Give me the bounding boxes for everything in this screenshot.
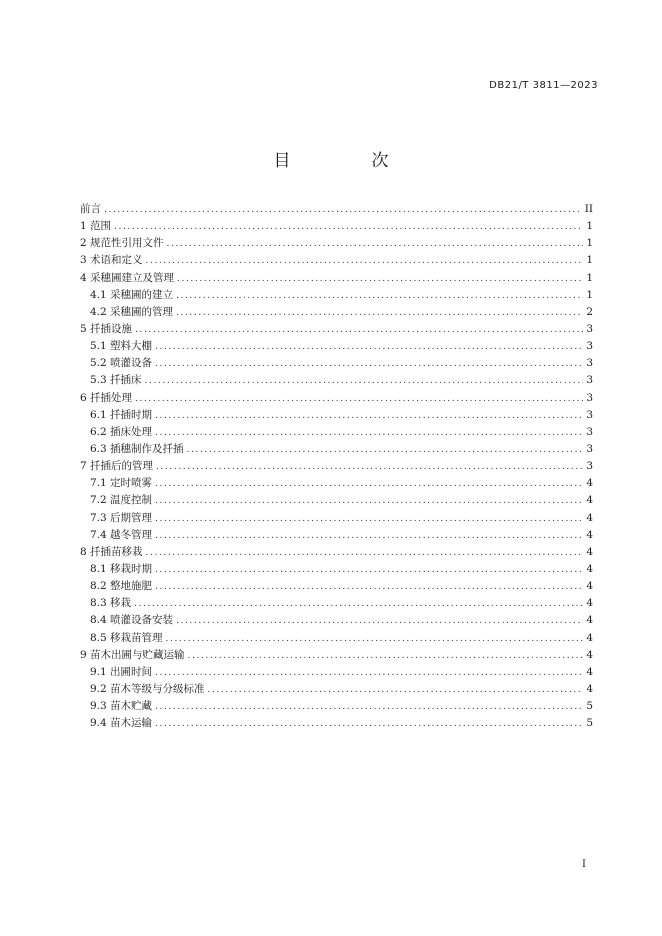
toc-entry-label: 7.2 温度控制 (90, 494, 153, 507)
toc-entry-label: 前言 (80, 203, 101, 215)
toc-dot-leader (166, 631, 584, 648)
toc-dot-leader (155, 493, 583, 510)
toc-entry-label: 8.1 移栽时期 (90, 562, 153, 575)
toc-entry-label: 5.2 喷灌设备 (90, 357, 153, 370)
toc-dot-leader (155, 476, 583, 493)
toc-entry[interactable] (80, 287, 593, 304)
toc-entry[interactable] (80, 252, 593, 269)
toc-entry-page: II (584, 203, 593, 215)
toc-dot-leader (135, 322, 583, 339)
toc-entry-page: 1 (586, 220, 593, 233)
toc-entry-page: 3 (586, 391, 593, 404)
toc-entry-label: 2 规范性引用文件 (80, 237, 164, 250)
toc-entry-page: 3 (586, 460, 593, 473)
toc-entry-page: 4 (586, 545, 593, 558)
toc-entry-label: 9.4 苗木运输 (90, 717, 153, 730)
toc-entry[interactable] (80, 492, 593, 509)
toc-entry[interactable] (80, 715, 593, 732)
toc-entry-label: 4 采穗圃建立及管理 (80, 271, 175, 284)
toc-entry[interactable] (80, 578, 593, 595)
toc-entry-page: 4 (586, 614, 593, 627)
toc-entry-label: 4.2 采穗圃的管理 (90, 305, 174, 318)
toc-entry[interactable] (80, 475, 593, 492)
toc-entry-page: 4 (586, 665, 593, 678)
toc-entry-label: 8.3 移栽 (90, 597, 132, 610)
toc-dot-leader (104, 202, 582, 219)
toc-entry[interactable] (80, 235, 593, 252)
toc-dot-leader (114, 219, 583, 236)
toc-entry-label: 5 扦插设施 (80, 322, 133, 335)
toc-dot-leader (155, 511, 583, 528)
toc-entry-label: 9.2 苗木等级与分级标准 (90, 682, 205, 695)
toc-entry-page: 5 (586, 717, 593, 730)
toc-entry[interactable] (80, 270, 593, 287)
toc-entry-page: 4 (586, 562, 593, 575)
toc-entry[interactable] (80, 355, 593, 372)
toc-entry[interactable] (80, 424, 593, 441)
toc-entry-page: 1 (586, 271, 593, 284)
toc-entry-page: 1 (586, 237, 593, 250)
toc-dot-leader (167, 236, 584, 253)
toc-dot-leader (155, 408, 583, 425)
toc-entry-label: 6.3 插穗制作及扦插 (90, 442, 184, 455)
toc-entry-label: 8 扦插苗移栽 (80, 545, 143, 558)
toc-entry-page: 4 (586, 528, 593, 541)
toc-dot-leader (135, 391, 583, 408)
toc-dot-leader (156, 459, 583, 476)
toc-entry-page: 1 (586, 254, 593, 267)
toc-entry[interactable] (80, 458, 593, 475)
page-title: 目 次 (273, 151, 421, 171)
toc-entry[interactable] (80, 304, 593, 321)
toc-entry-label: 3 术语和定义 (80, 254, 143, 267)
toc-entry[interactable] (80, 612, 593, 629)
toc-entry[interactable] (80, 544, 593, 561)
toc-entry-page: 3 (586, 408, 593, 421)
toc-entry[interactable] (80, 527, 593, 544)
toc-entry[interactable] (80, 441, 593, 458)
toc-entry-page: 4 (586, 597, 593, 610)
toc-entry-label: 8.4 喷灌设备安装 (90, 614, 174, 627)
toc-entry-page: 3 (586, 442, 593, 455)
toc-entry-label: 6.2 插床处理 (90, 425, 153, 438)
toc-dot-leader (155, 579, 583, 596)
toc-dot-leader (188, 648, 584, 665)
toc-entry-label: 7 扦插后的管理 (80, 460, 154, 473)
toc-entry[interactable] (80, 698, 593, 715)
toc-entry[interactable] (80, 647, 593, 664)
page-number: I (582, 859, 586, 870)
toc-entry-page: 4 (586, 511, 593, 524)
table-of-contents (80, 201, 593, 732)
document-code: DB21/T 3811—2023 (489, 80, 598, 91)
toc-entry[interactable] (80, 321, 593, 338)
toc-entry-page: 3 (586, 357, 593, 370)
toc-dot-leader (146, 253, 584, 270)
toc-dot-leader (155, 528, 583, 545)
toc-entry-page: 3 (586, 374, 593, 387)
toc-entry-page: 5 (586, 700, 593, 713)
toc-entry-page: 3 (586, 425, 593, 438)
toc-entry-label: 9 苗木出圃与贮藏运输 (80, 648, 185, 661)
toc-entry[interactable] (80, 201, 593, 218)
toc-entry-label: 8.5 移栽苗管理 (90, 631, 163, 644)
toc-entry-page: 4 (586, 631, 593, 644)
toc-entry-page: 4 (586, 648, 593, 661)
toc-dot-leader (155, 665, 583, 682)
toc-entry-page: 4 (586, 682, 593, 695)
toc-entry-label: 5.1 塑料大棚 (90, 340, 153, 353)
toc-entry[interactable] (80, 407, 593, 424)
toc-entry-label: 4.1 采穗圃的建立 (90, 288, 174, 301)
toc-entry[interactable] (80, 681, 593, 698)
toc-entry[interactable] (80, 372, 593, 389)
toc-dot-leader (155, 699, 583, 716)
toc-entry[interactable] (80, 664, 593, 681)
toc-entry-page: 2 (586, 305, 593, 318)
toc-dot-leader (155, 562, 583, 579)
toc-entry-label: 8.2 整地施肥 (90, 580, 153, 593)
toc-dot-leader (134, 596, 583, 613)
toc-dot-leader (176, 288, 583, 305)
toc-dot-leader (155, 339, 583, 356)
toc-dot-leader (145, 373, 584, 390)
toc-entry-label: 5.3 扦插床 (90, 374, 142, 387)
toc-entry[interactable] (80, 338, 593, 355)
toc-dot-leader (146, 545, 584, 562)
toc-entry-label: 7.1 定时喷雾 (90, 477, 153, 490)
toc-entry-page: 4 (586, 477, 593, 490)
toc-dot-leader (187, 442, 584, 459)
toc-entry-page: 4 (586, 494, 593, 507)
toc-entry-page: 3 (586, 322, 593, 335)
toc-dot-leader (155, 716, 583, 733)
toc-entry-label: 6 扦插处理 (80, 391, 133, 404)
toc-entry-label: 1 范围 (80, 220, 112, 233)
toc-entry-label: 7.3 后期管理 (90, 511, 153, 524)
toc-entry[interactable] (80, 561, 593, 578)
toc-entry-label: 6.1 扦插时期 (90, 408, 153, 421)
toc-entry-page: 4 (586, 580, 593, 593)
toc-entry-page: 3 (586, 340, 593, 353)
toc-dot-leader (155, 425, 583, 442)
toc-dot-leader (176, 305, 583, 322)
toc-entry-page: 1 (586, 288, 593, 301)
toc-entry[interactable] (80, 630, 593, 647)
toc-entry[interactable] (80, 595, 593, 612)
toc-dot-leader (177, 271, 583, 288)
toc-entry-label: 9.3 苗木贮藏 (90, 700, 153, 713)
toc-dot-leader (155, 356, 583, 373)
toc-entry[interactable] (80, 218, 593, 235)
toc-entry-label: 9.1 出圃时间 (90, 665, 153, 678)
toc-entry[interactable] (80, 390, 593, 407)
toc-dot-leader (176, 613, 583, 630)
toc-dot-leader (208, 682, 584, 699)
toc-entry[interactable] (80, 510, 593, 527)
toc-entry-label: 7.4 越冬管理 (90, 528, 153, 541)
